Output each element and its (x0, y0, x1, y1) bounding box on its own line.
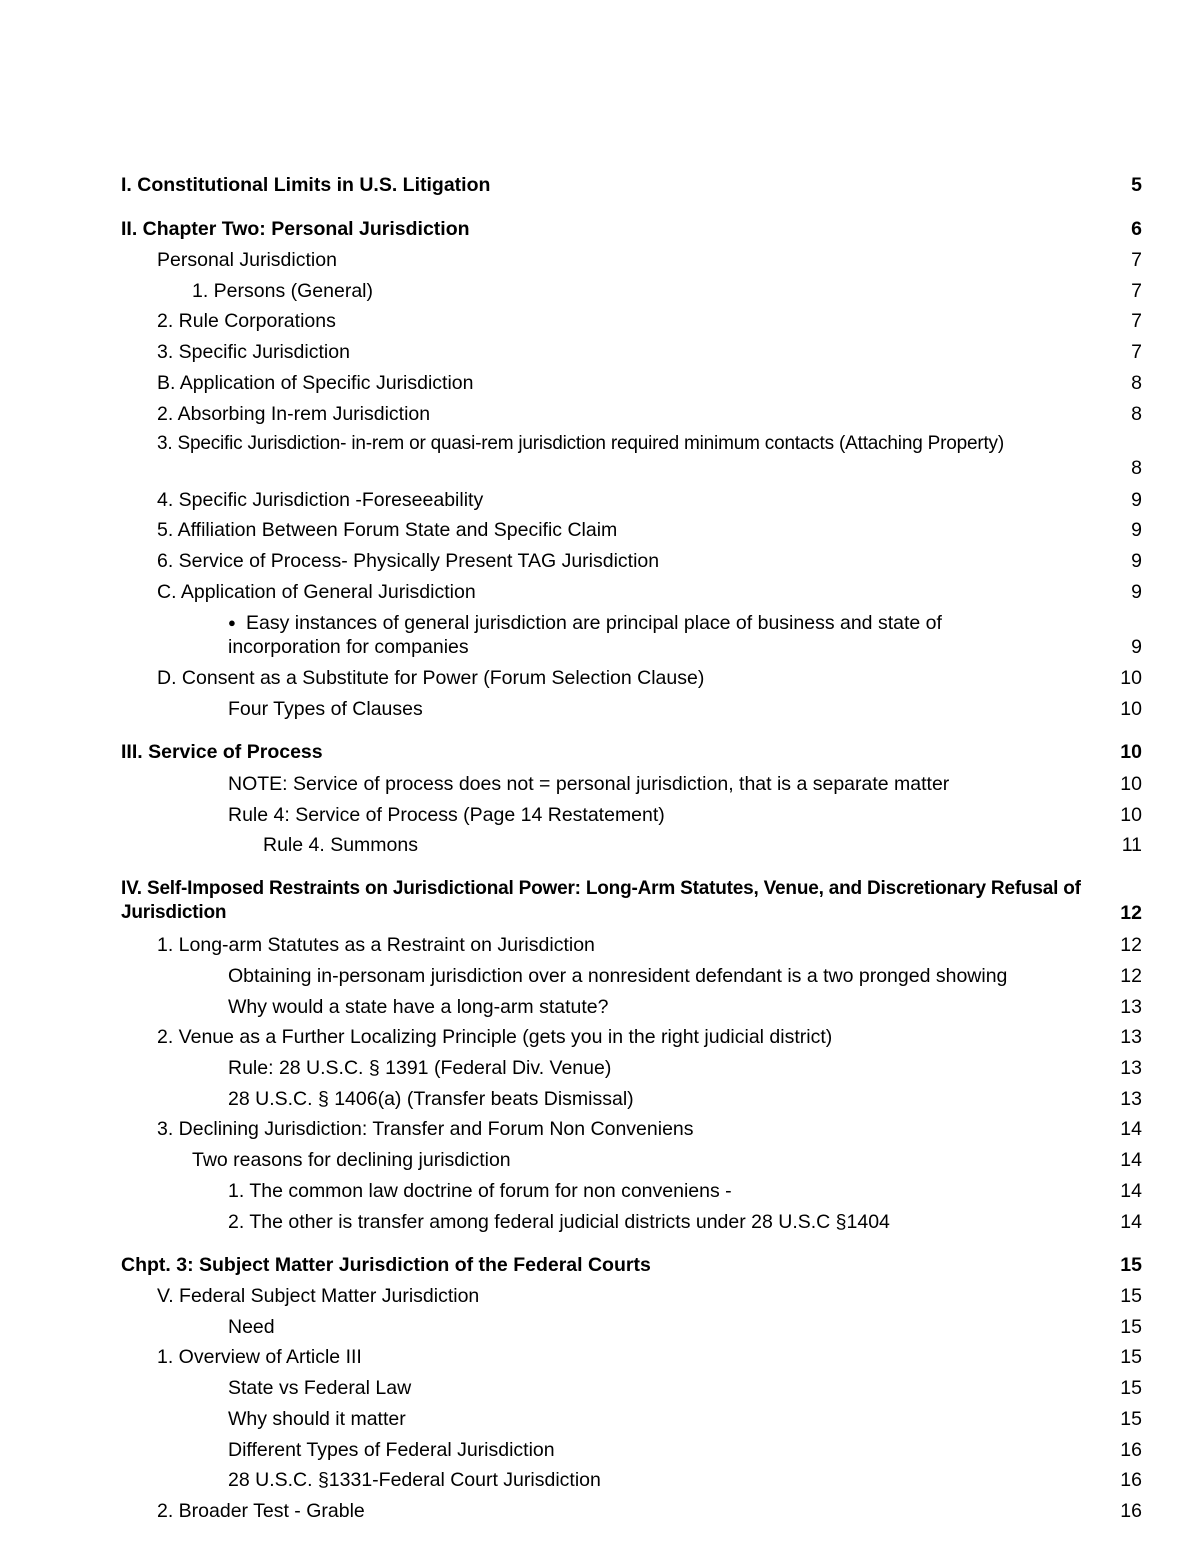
toc-entry-title: Four Types of Clauses (228, 698, 423, 720)
toc-entry-page: 11 (1121, 834, 1142, 856)
toc-entry[interactable] (0, 877, 1200, 925)
toc-entry-page: 13 (1120, 1026, 1142, 1048)
toc-entry-title: 1. Overview of Article III (157, 1346, 362, 1368)
toc-entry-title: 4. Specific Jurisdiction -Foreseeability (157, 489, 484, 511)
toc-entry-page: 6 (1131, 218, 1142, 240)
toc-entry-title: Different Types of Federal Jurisdiction (228, 1439, 555, 1461)
toc-entry-title: V. Federal Subject Matter Jurisdiction (157, 1285, 480, 1307)
toc-entry-title: 1. The common law doctrine of forum for non conveniens - (228, 1180, 732, 1202)
toc-entry-title: Why should it matter (228, 1408, 406, 1430)
toc-entry-title: NOTE: Service of process does not = personal jurisdiction, that is a separate matter (228, 773, 950, 795)
toc-entry-title: Two reasons for declining jurisdiction (192, 1149, 511, 1171)
toc-entry-page: 9 (1131, 550, 1142, 572)
toc-entry-title: 28 U.S.C. §1331-Federal Court Jurisdiction (228, 1469, 601, 1491)
toc-entry-title: 2. Rule Corporations (157, 310, 336, 332)
toc-entry-page: 14 (1120, 1180, 1142, 1202)
toc-entry-title: 2. The other is transfer among federal judicial districts under 28 U.S.C §1404 (228, 1211, 890, 1233)
toc-entry-page: 7 (1131, 310, 1142, 332)
toc-entry-page: 9 (1131, 519, 1142, 541)
toc-entry-page: 13 (1120, 1057, 1142, 1079)
toc-entry-page: 16 (1120, 1439, 1142, 1461)
toc-entry-title: 1. Persons (General) (192, 280, 373, 302)
toc-entry-title: Need (228, 1316, 275, 1338)
toc-entry-page: 14 (1120, 1211, 1142, 1233)
toc-entry-title: 3. Specific Jurisdiction (157, 341, 350, 363)
toc-entry-page: 14 (1120, 1149, 1142, 1171)
toc-entry-title: Chpt. 3: Subject Matter Jurisdiction of the Federal Courts (121, 1254, 651, 1276)
toc-entry-title: II. Chapter Two: Personal Jurisdiction (121, 218, 470, 240)
toc-entry-page: 10 (1120, 667, 1142, 689)
toc-entry-page: 10 (1120, 773, 1142, 795)
toc-entry-title: Obtaining in-personam jurisdiction over a nonresident defendant is a two pronged showing (228, 965, 1008, 987)
toc-entry-page: 12 (1120, 965, 1142, 987)
toc-entry[interactable] (0, 432, 1200, 480)
toc-entry-page: 8 (1131, 403, 1142, 425)
toc-entry-title: Rule: 28 U.S.C. § 1391 (Federal Div. Venue) (228, 1057, 612, 1079)
toc-entry-title: State vs Federal Law (228, 1377, 412, 1399)
toc-entry-title: B. Application of Specific Jurisdiction (157, 372, 474, 394)
bullet-icon: ● (228, 615, 236, 630)
toc-entry-title: Rule 4. Summons (263, 834, 418, 856)
toc-entry-page: 15 (1120, 1377, 1142, 1399)
toc-entry-page: 12 (1120, 934, 1142, 956)
toc-entry-title: 2. Broader Test - Grable (157, 1500, 365, 1522)
toc-entry-page: 15 (1120, 1346, 1142, 1368)
toc-entry-title: C. Application of General Jurisdiction (157, 581, 476, 603)
toc-entry-page: 13 (1120, 996, 1142, 1018)
toc-entry-title: 5. Affiliation Between Forum State and Specific Claim (157, 519, 618, 541)
toc-entry-page: 10 (1120, 698, 1142, 720)
toc-entry-page: 16 (1120, 1500, 1142, 1522)
toc-entry-page: 5 (1131, 174, 1142, 196)
toc-entry-page: 15 (1120, 1254, 1142, 1276)
toc-entry-title: D. Consent as a Substitute for Power (Forum Selection Clause) (157, 667, 705, 689)
toc-entry-page: 10 (1120, 741, 1142, 763)
toc-entry-page: 15 (1120, 1285, 1142, 1307)
toc-entry-title: 2. Absorbing In-rem Jurisdiction (157, 403, 431, 425)
toc-entry-title: I. Constitutional Limits in U.S. Litigation (121, 174, 491, 196)
toc-entry-title: 28 U.S.C. § 1406(a) (Transfer beats Dismissal) (228, 1088, 634, 1110)
toc-entry-page: 10 (1120, 804, 1142, 826)
toc-entry-title: 2. Venue as a Further Localizing Principle (gets you in the right judicial district) (157, 1026, 833, 1048)
toc-entry-page: 12 (1120, 902, 1142, 924)
toc-entry-page: 15 (1120, 1316, 1142, 1338)
toc-entry-page: 9 (1131, 489, 1142, 511)
toc-entry-title: Easy instances of general jurisdiction are principal place of business and state of incorporation for companies (228, 612, 942, 658)
toc-entry-page: 7 (1131, 341, 1142, 363)
toc-entry-title: Why would a state have a long-arm statute? (228, 996, 609, 1018)
toc-entry-title: III. Service of Process (121, 741, 323, 763)
toc-entry-page: 15 (1120, 1408, 1142, 1430)
toc-entry-page: 7 (1131, 280, 1142, 302)
toc-entry-page: 13 (1120, 1088, 1142, 1110)
toc-entry-title: IV. Self-Imposed Restraints on Jurisdictional Power: Long-Arm Statutes, Venue, and Discretionary Refusal of Jurisdiction (121, 878, 1081, 923)
toc-entry-page: 8 (1131, 372, 1142, 394)
toc-entry[interactable] (0, 611, 1200, 659)
toc-entry-title: 6. Service of Process- Physically Present TAG Jurisdiction (157, 550, 660, 572)
toc-entry-page: 9 (1131, 581, 1142, 603)
toc-entry-title: Personal Jurisdiction (157, 249, 337, 271)
toc-entry-title: 3. Declining Jurisdiction: Transfer and Forum Non Conveniens (157, 1118, 694, 1140)
toc-entry-page: 14 (1120, 1118, 1142, 1140)
toc-entry-page: 9 (1131, 636, 1142, 658)
toc-entry-page: 8 (1131, 457, 1142, 479)
toc-entry-page: 16 (1120, 1469, 1142, 1491)
toc-entry-title: 1. Long-arm Statutes as a Restraint on Jurisdiction (157, 934, 595, 956)
toc-entry-title: Rule 4: Service of Process (Page 14 Restatement) (228, 804, 665, 826)
toc-entry-page: 7 (1131, 249, 1142, 271)
toc-entry-title: 3. Specific Jurisdiction- in-rem or quasi-rem jurisdiction required minimum contacts (Attaching Property) (157, 433, 1004, 454)
